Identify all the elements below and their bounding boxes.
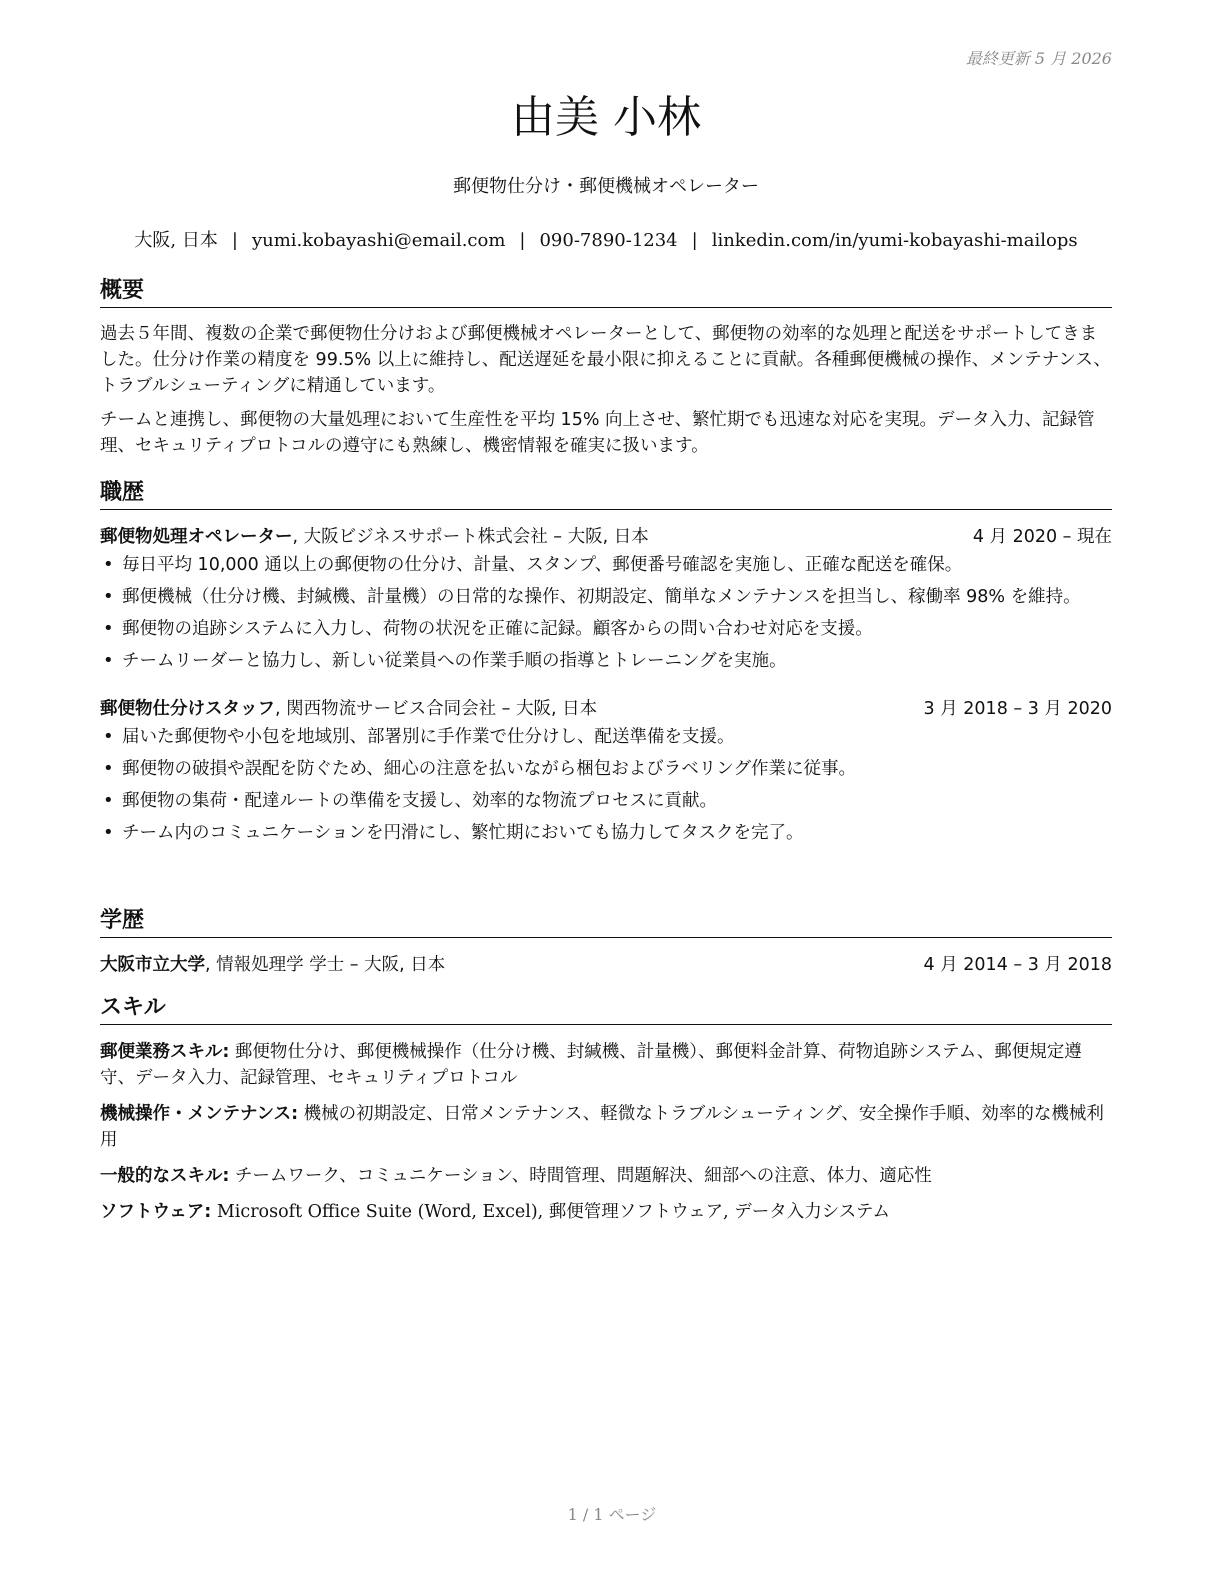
job-role: 郵便物処理オペレーター (100, 527, 293, 547)
candidate-name: 由美 小林 (511, 92, 701, 143)
job-header (100, 696, 1112, 722)
skill-row (100, 1163, 1112, 1189)
job-title: 郵便物仕分け・郵便機械オペレーター (453, 176, 759, 197)
skills-section (100, 994, 1112, 1235)
summary-section (100, 277, 1112, 459)
contact-separator: | (231, 230, 238, 251)
contact-separator: | (691, 230, 698, 251)
section-heading-education: 学歴 (100, 907, 1112, 938)
education-entry (100, 952, 1112, 978)
skill-row (100, 1199, 1112, 1225)
list-item: • 郵便物の集荷・配達ルートの準備を支援し、効率的な物流プロセスに貢献。 (100, 788, 1112, 814)
job-bullets (100, 724, 1112, 846)
skill-label: 郵便業務スキル: (100, 1042, 230, 1062)
experience-section (100, 479, 1112, 852)
skill-label: ソフトウェア: (100, 1202, 212, 1222)
contact-location: 大阪, 日本 (134, 230, 218, 251)
skill-row (100, 1039, 1112, 1091)
list-item: • 郵便機械（仕分け機、封緘機、計量機）の日常的な操作、初期設定、簡単なメンテナンスを担当し、稼働率 98% を維持。 (100, 584, 1112, 610)
contact-email[interactable]: yumi.kobayashi@email.com (251, 230, 506, 251)
skill-text: 郵便物仕分け、郵便機械操作（仕分け機、封緘機、計量機）、郵便料金計算、荷物追跡システム、郵便規定遵守、データ入力、記録管理、セキュリティプロトコル (100, 1042, 1082, 1088)
skill-text: Microsoft Office Suite (Word, Excel), 郵便管理ソフトウェア, データ入力システム (211, 1202, 890, 1222)
job-role-org (100, 696, 597, 722)
job-dates: 3 月 2018 – 3 月 2020 (923, 699, 1112, 719)
education-detail: , 情報処理学 学士 – 大阪, 日本 (205, 955, 446, 975)
list-item: • 毎日平均 10,000 通以上の郵便物の仕分け、計量、スタンプ、郵便番号確認を実施し、正確な配送を確保。 (100, 552, 1112, 578)
job-org: , 関西物流サービス合同会社 – 大阪, 日本 (275, 699, 598, 719)
page-indicator: 1 / 1 ページ (567, 1505, 657, 1524)
job-entry (100, 696, 1112, 846)
job-org: , 大阪ビジネスサポート株式会社 – 大阪, 日本 (292, 527, 649, 547)
list-item: • 郵便物の破損や誤配を防ぐため、細心の注意を払いながら梱包およびラベリング作業に従事。 (100, 756, 1112, 782)
list-item: • チームリーダーと協力し、新しい従業員への作業手順の指導とトレーニングを実施。 (100, 648, 1112, 674)
list-item: • 届いた郵便物や小包を地域別、部署別に手作業で仕分けし、配送準備を支援。 (100, 724, 1112, 750)
list-item: • チーム内のコミュニケーションを円滑にし、繁忙期においても協力してタスクを完了。 (100, 820, 1112, 846)
skill-label: 機械操作・メンテナンス: (100, 1104, 299, 1124)
job-bullets (100, 552, 1112, 674)
summary-paragraph: 過去５年間、複数の企業で郵便物仕分けおよび郵便機械オペレーターとして、郵便物の効率的な処理と配送をサポートしてきました。仕分け作業の精度を 99.5% 以上に維持し、配送遅延を最小限に抑えることに貢献。各種郵便機械の操作、メンテナンス、トラブルシューティングに精通しています。 (100, 324, 1111, 396)
education-school-detail (100, 952, 445, 978)
skill-label: 一般的なスキル: (100, 1166, 230, 1186)
job-role: 郵便物仕分けスタッフ (100, 699, 275, 719)
contact-phone: 090-7890-1234 (539, 230, 678, 251)
skill-text: 機械の初期設定、日常メンテナンス、軽微なトラブルシューティング、安全操作手順、効率的な機械利用 (100, 1104, 1104, 1150)
job-entry (100, 524, 1112, 674)
education-school: 大阪市立大学 (100, 955, 205, 975)
contact-line (100, 226, 1112, 252)
education-dates: 4 月 2014 – 3 月 2018 (923, 955, 1112, 975)
resume-page (100, 0, 1112, 1584)
skill-text: チームワーク、コミュニケーション、時間管理、問題解決、細部への注意、体力、適応性 (229, 1166, 932, 1186)
section-heading-summary: 概要 (100, 277, 1112, 308)
skill-row (100, 1101, 1112, 1153)
summary-paragraph: チームと連携し、郵便物の大量処理において生産性を平均 15% 向上させ、繁忙期でも迅速な対応を実現。データ入力、記録管理、セキュリティプロトコルの遵守にも熟練し、機密情報を確実に扱います。 (100, 410, 1095, 456)
last-updated: 最終更新 5 月 2026 (965, 49, 1112, 68)
contact-linkedin[interactable]: linkedin.com/in/yumi-kobayashi-mailops (711, 230, 1078, 251)
education-section (100, 907, 1112, 978)
skills-list (100, 1039, 1112, 1225)
list-item: • 郵便物の追跡システムに入力し、荷物の状況を正確に記録。顧客からの問い合わせ対応を支援。 (100, 616, 1112, 642)
job-dates: 4 月 2020 – 現在 (972, 527, 1112, 547)
section-heading-skills: スキル (100, 994, 1112, 1025)
job-header (100, 524, 1112, 550)
section-heading-experience: 職歴 (100, 479, 1112, 510)
job-role-org (100, 524, 649, 550)
contact-separator: | (519, 230, 526, 251)
